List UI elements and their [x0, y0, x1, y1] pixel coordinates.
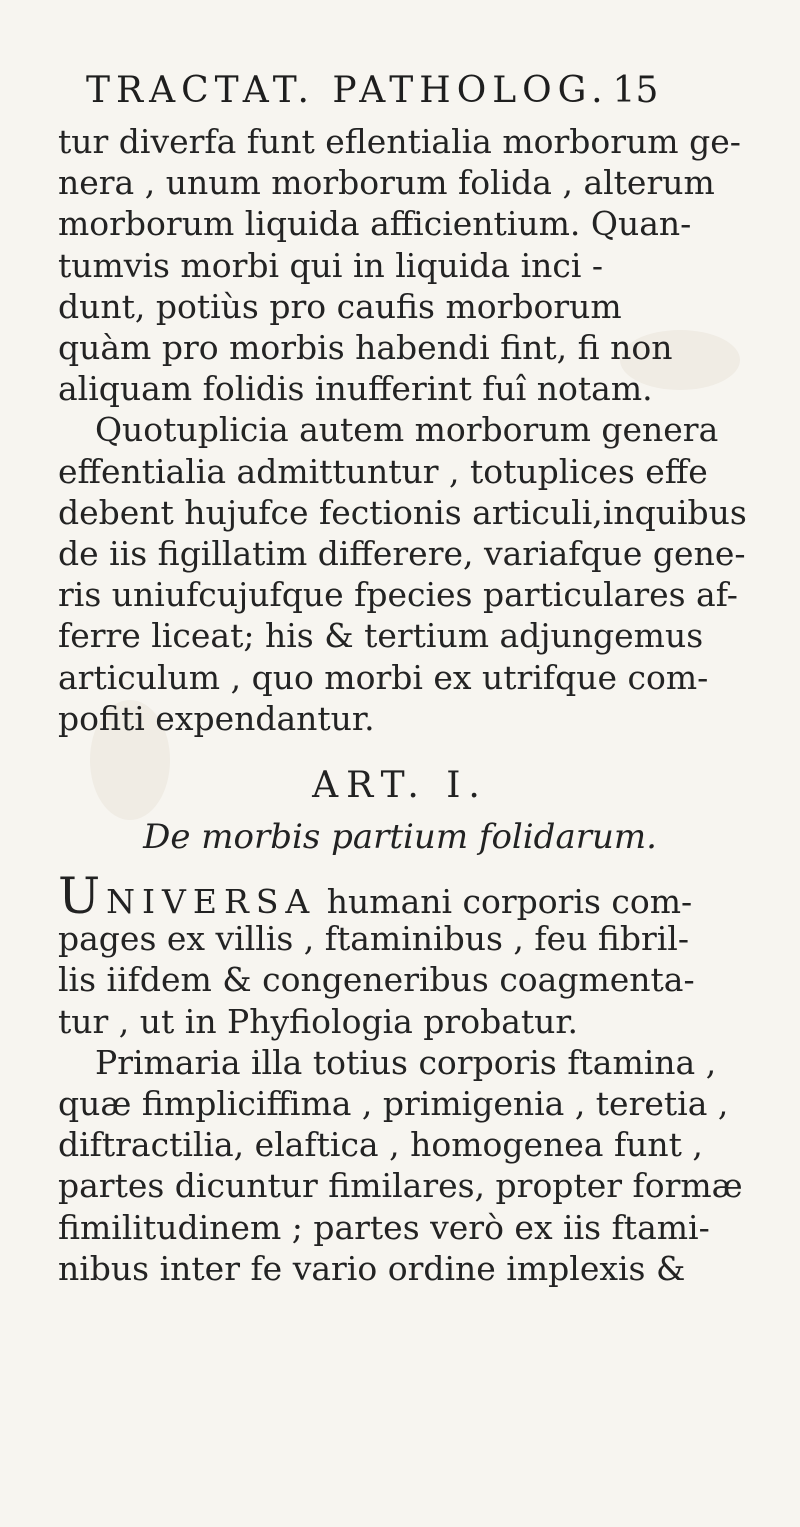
drop-capital: U: [58, 866, 101, 925]
small-caps-word: NIVERSA: [106, 881, 317, 921]
text-line: tur , ut in Phyfiologia probatur.: [58, 1001, 579, 1041]
text-line: ferre liceat; his & tertium adjungemus: [58, 616, 704, 656]
text-line: nibus inter fe vario ordine implexis &: [58, 1248, 686, 1288]
text-line: debent hujufce fectionis articuli,inquibus: [58, 492, 747, 532]
text-line: morborum liquida afficientium. Quan-: [58, 204, 692, 244]
article-subtitle: De morbis partium folidarum.: [143, 816, 657, 857]
text-line: pofiti expendantur.: [58, 698, 375, 738]
page-number: 15: [612, 70, 659, 111]
article-heading: ART. I.: [312, 765, 488, 806]
text-line: nera , unum morborum folida , alterum: [58, 163, 715, 203]
text-line: tur diverfa funt eflentialia morborum ge-: [58, 122, 741, 161]
text-line: dunt, potiùs pro caufis morborum: [58, 286, 622, 326]
text-line-rest: humani corporis com-: [326, 881, 693, 921]
text-line: articulum , quo morbi ex utrifque com-: [58, 657, 709, 697]
text-line: lis iifdem & congeneribus coagmenta-: [58, 960, 695, 1000]
text-line: fimilitudinem ; partes verò ex iis ftami-: [58, 1207, 710, 1247]
text-line: quæ fimpliciffima , primigenia , teretia ,: [58, 1084, 729, 1124]
text-line: quàm pro morbis habendi fint, fi non: [58, 328, 673, 367]
running-header: [86, 70, 726, 111]
text-line: pages ex villis , ftaminibus , feu fibril-: [58, 919, 690, 959]
running-title: TRACTAT. PATHOLOG.: [86, 70, 609, 111]
text-line: Primaria illa totius corporis ftamina ,: [95, 1042, 717, 1082]
text-line: de iis figillatim differere, variafque gene-: [58, 534, 746, 573]
text-line: tumvis morbi qui in liquida inci -: [58, 245, 604, 285]
text-line: partes dicuntur fimilares, propter formæ: [58, 1166, 743, 1206]
text-line: ris uniufcujufque fpecies particulares af-: [58, 575, 738, 615]
dropcap-line: [58, 867, 692, 925]
text-line: diftractilia, elaftica , homogenea funt ,: [58, 1125, 703, 1165]
text-line: Quotuplicia autem morborum genera: [95, 410, 719, 450]
text-line: aliquam folidis inufferint fuî notam.: [58, 369, 653, 409]
text-line: effentialia admittuntur , totuplices effe: [58, 451, 708, 491]
